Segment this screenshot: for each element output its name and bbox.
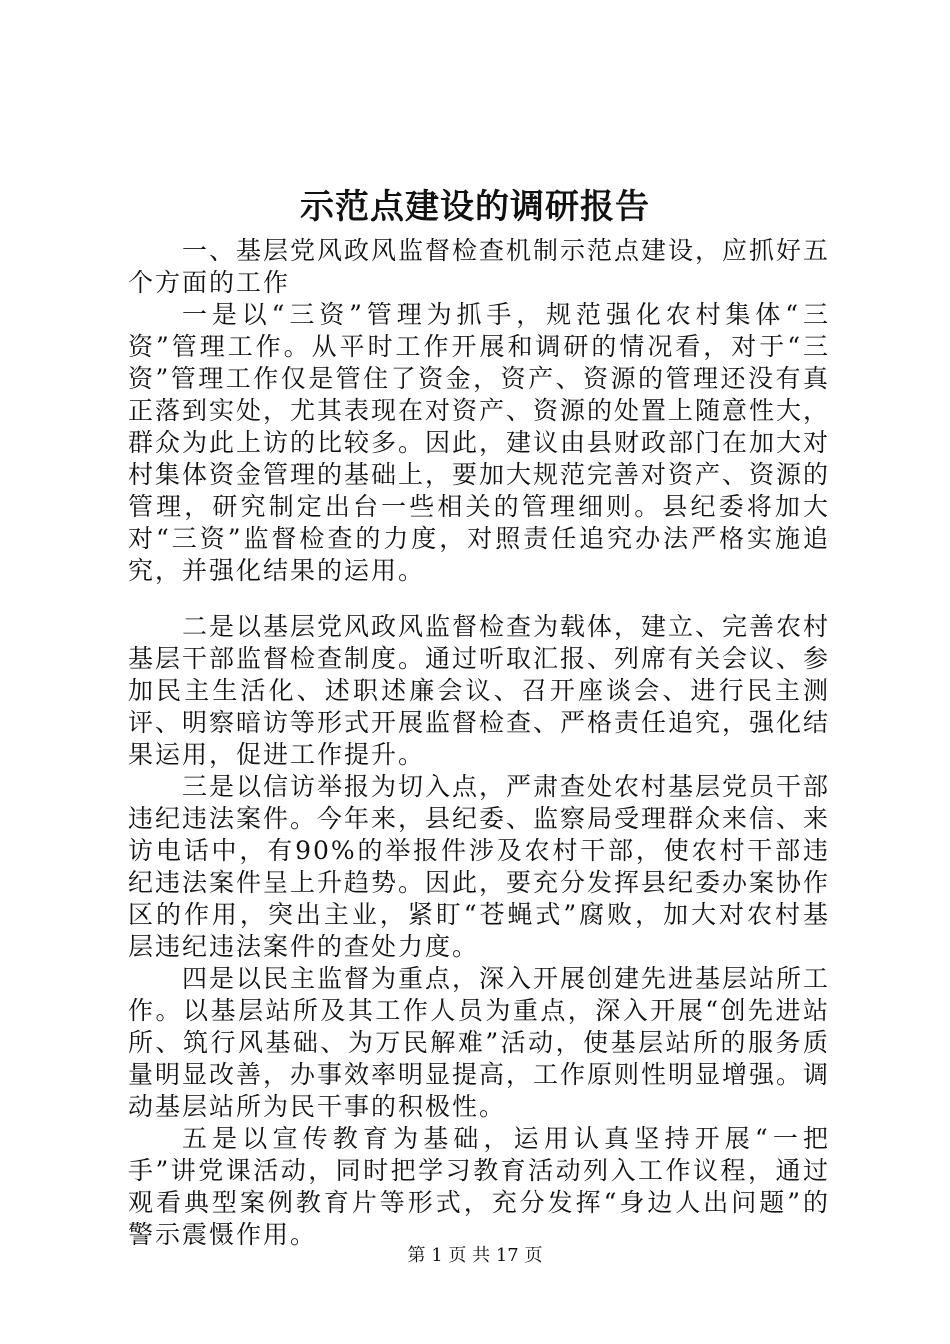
paragraph-2: 二是以基层党风政风监督检查为载体，建立、完善农村基层干部监督检查制度。通过听取汇报、列席有关会议、参加民主生活化、述职述廉会议、召开座谈会、进行民主测评、明察暗访等形式开展监督检查、严格责任追究，强化结果运用，促进工作提升。 <box>128 612 831 769</box>
paragraph-3: 三是以信访举报为切入点，严肃查处农村基层党员干部违纪违法案件。今年来，县纪委、监察局受理群众来信、来访电话中，有90%的举报件涉及农村干部，使农村干部违纪违法案件呈上升趋势。因此，要充分发挥县纪委办案协作区的作用，突出主业，紧盯“苍蝇式”腐败，加大对农村基层违纪违法案件的查处力度。 <box>128 772 831 961</box>
document-body <box>128 235 830 1251</box>
paragraph-1: 一是以“三资”管理为抓手，规范强化农村集体“三资”管理工作。从平时工作开展和调研的情况看，对于“三资”管理工作仅是管住了资金，资产、资源的管理还没有真正落到实处，尤其表现在对资产、资源的处置上随意性大，群众为此上访的比较多。因此，建议由县财政部门在加大对村集体资金管理的基础上，要加大规范完善对资产、资源的管理，研究制定出台一些相关的管理细则。县纪委将加大对“三资”监督检查的力度，对照责任追究办法严格实施追究，并强化结果的运用。 <box>128 300 831 585</box>
page-footer: 第 1 页 共 17 页 <box>407 1245 543 1266</box>
section-heading: 一、基层党风政风监督检查机制示范点建设，应抓好五个方面的工作 <box>128 236 831 297</box>
paragraph-4: 四是以民主监督为重点，深入开展创建先进基层站所工作。以基层站所及其工作人员为重点，深入开展“创先进站所、筑行风基础、为万民解难”活动，使基层站所的服务质量明显改善，办事效率明显提高，工作原则性明显增强。调动基层站所为民干事的积极性。 <box>128 964 831 1121</box>
paragraph-5: 五是以宣传教育为基础，运用认真坚持开展“一把手”讲党课活动，同时把学习教育活动列入工作议程，通过观看典型案例教育片等形式，充分发挥“身边人出问题”的警示震慑作用。 <box>128 1124 830 1249</box>
document-title: 示范点建设的调研报告 <box>300 187 650 227</box>
